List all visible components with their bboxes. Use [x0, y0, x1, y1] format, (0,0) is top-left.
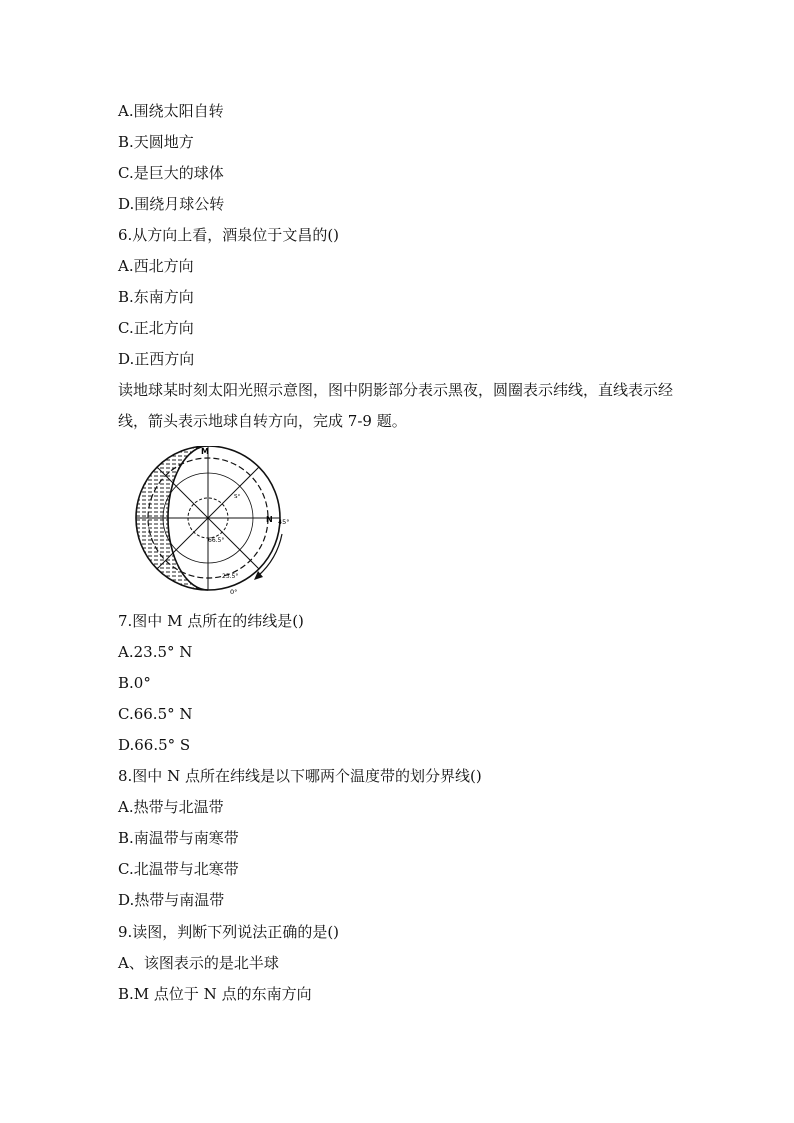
- q6-option-b: B.东南方向: [118, 288, 194, 306]
- label-23: 23.5°: [222, 573, 239, 580]
- earth-illumination-figure: [130, 446, 295, 596]
- q9-option-a: A、该图表示的是北半球: [118, 954, 279, 972]
- q6-option-d: D.正西方向: [118, 350, 195, 368]
- label-n: N: [266, 515, 273, 524]
- label-m: M: [201, 447, 209, 456]
- q5-option-d: D.围绕月球公转: [118, 195, 225, 213]
- q6-stem: 6.从方向上看，酒泉位于文昌的(): [118, 226, 340, 244]
- meridians: [136, 446, 280, 590]
- q8-option-b: B.南温带与南寒带: [118, 829, 239, 847]
- q7-option-b: B.0°: [118, 674, 151, 692]
- label-45: 45°: [278, 518, 290, 526]
- q8-option-a: A.热带与北温带: [118, 798, 224, 816]
- q5-option-b: B.天圆地方: [118, 133, 194, 151]
- q8-option-c: C.北温带与北寒带: [118, 860, 239, 878]
- reading-instruction: 读地球某时刻太阳光照示意图，图中阴影部分表示黑夜，圆圈表示纬线，直线表示经线，箭头表示地球自转方向，完成 7-9 题。: [118, 381, 674, 430]
- label-0: 0°: [230, 588, 238, 596]
- q8-option-d: D.热带与南温带: [118, 891, 225, 909]
- q6-option-c: C.正北方向: [118, 319, 194, 337]
- q5-option-a: A.围绕太阳自转: [118, 102, 224, 120]
- q8-stem: 8.图中 N 点所在纬线是以下哪两个温度带的划分界线(): [118, 767, 482, 785]
- q7-option-a: A.23.5° N: [118, 643, 193, 661]
- label-66: 66.5°: [208, 537, 225, 544]
- q7-stem: 7.图中 M 点所在的纬线是(): [118, 612, 304, 630]
- q5-option-c: C.是巨大的球体: [118, 164, 224, 182]
- q9-stem: 9.读图，判断下列说法正确的是(): [118, 923, 340, 941]
- label-small: S°: [234, 494, 241, 500]
- q7-option-c: C.66.5° N: [118, 705, 193, 723]
- q7-option-d: D.66.5° S: [118, 736, 191, 754]
- q9-option-b: B.M 点位于 N 点的东南方向: [118, 985, 312, 1003]
- q6-option-a: A.西北方向: [118, 257, 194, 275]
